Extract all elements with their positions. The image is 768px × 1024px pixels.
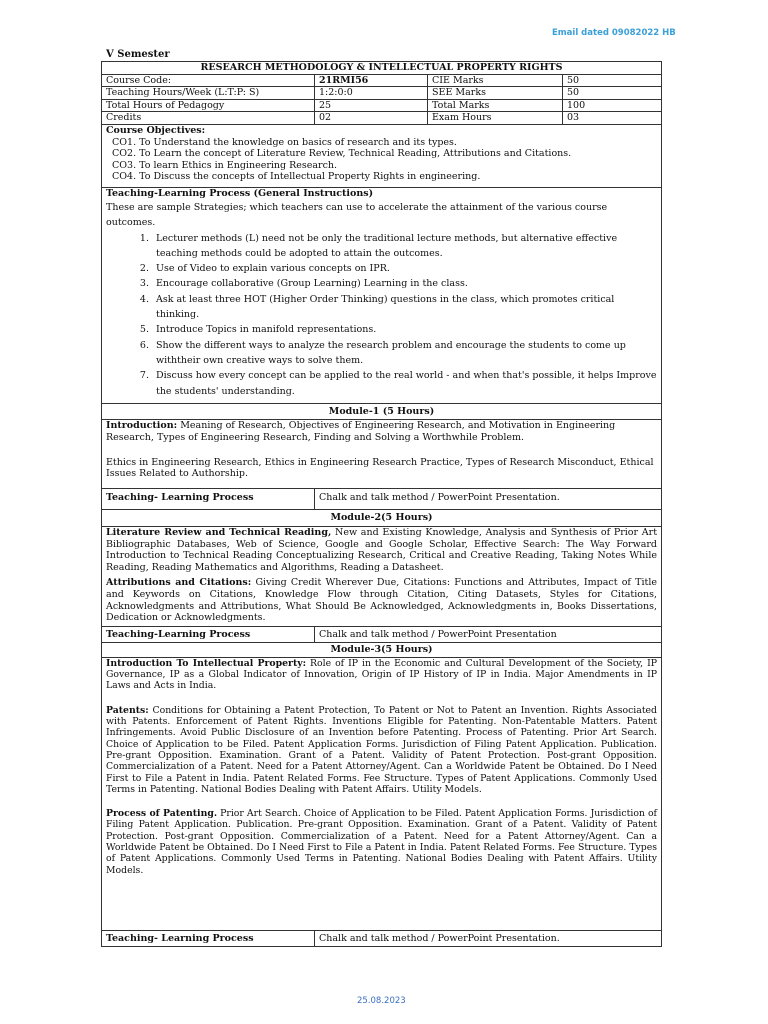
tlp-value: Chalk and talk method / PowerPoint Presentation. [315,930,662,947]
list-item: 4. Ask at least three HOT (Higher Order Thinking) questions in the class, which promotes critical thinking. [152,292,657,323]
info-label: Credits [102,112,315,125]
course-info-row [102,87,662,100]
paragraph-text: Conditions for Obtaining a Patent Protection, To Patent or Not to Patent an Invention. Rights Associated with Patents. Enforcement of Patent Rights. Inventions Eligible for Patenting. Non-Patentable Matters. Patent Infringements. Avoid Public Disclosure of an Invention before Patenting. Process of Patenting. Prior Art Search. Choice of Application to be Filed. Patent Application Forms. Jurisdiction of Filing Patent Application. Publication. Pre-grant Opposition. Examination. Grant of a Patent. Validity of Patent Protection. Post-grant Opposition. Commercialization of a Patent. Need for a Patent Attorney/Agent. Can a Worldwide Patent be Obtained. Do I Need First to File a Patent in India. Patent Related Forms. Fee Structure. Types of Patent Applications. Commonly Used Terms in Patenting. National Bodies Dealing with Patent Affairs. Utility Models. [106,704,658,795]
paragraph-lead: Attributions and Citations: [106,577,252,589]
module-content-row [102,420,662,488]
module-1-heading: Module-1 (5 Hours) [102,403,662,420]
list-item: 6. Show the different ways to analyze the research problem and encourage the students to come up withtheir own creative ways to solve them. [152,338,657,369]
list-item: CO3. To learn Ethics in Engineering Research. [112,159,338,171]
paragraph-text: Prior Art Search. Choice of Application to be Filed. Patent Application Forms. Jurisdiction of Filing Patent Application. Publication. Pre-grant Opposition. Examination. Grant of a Patent. Validity of Patent Protection. Post-grant Opposition. Commercialization of a Patent. Need for a Patent Attorney/Agent. Can a Worldwide Patent be Obtained. Do I Need First to File a Patent in India. Patent Related Forms. Fee Structure. Types of Patent Applications. Commonly Used Terms in Patenting. National Bodies Dealing with Patent Affairs. Utility Models. [106,808,658,876]
module-heading-row [102,643,662,658]
module-heading-row [102,510,662,527]
objectives-heading: Course Objectives: [106,124,206,136]
objectives-row [102,124,662,187]
module-3-heading: Module-3(5 Hours) [102,643,662,658]
list-item: CO2. To Learn the concept of Literature Review, Technical Reading, Attributions and Citations. [112,148,572,160]
tlp-label: Teaching- Learning Process [102,930,315,947]
module-heading-row [102,403,662,420]
list-item: 5. Introduce Topics in manifold representations. [152,322,657,337]
teaching-process [102,187,662,403]
module-paragraph [106,577,657,623]
list-item: CO1. To Understand the knowledge on basics of research and its types. [112,136,457,148]
info-label: Total Marks [428,99,563,112]
paragraph-text: Meaning of Research, Objectives of Engineering Research, and Motivation in Engineering Research, Types of Engineering Research, Finding and Solving a Worthwhile Problem. [106,420,616,443]
info-value: 25 [315,99,428,112]
module-paragraph [106,808,657,876]
footer-date: 25.08.2023 [357,996,406,1006]
module-paragraph [106,420,657,443]
course-info-row [102,112,662,125]
list-item: CO4. To Discuss the concepts of Intellectual Property Rights in engineering. [112,171,481,183]
paragraph-text: New and Existing Knowledge, Analysis and Synthesis of Prior Art Bibliographic Databases, Web of Science, Google and Google Scholar, Effective Search: The Way Forward Introduction to Technical Reading Conceptualizing Research, Critical and Creative Reading, Taking Notes While Reading, Reading Mathematics and Algorithms, Reading a Datasheet. [106,526,658,573]
course-title-row [102,62,662,75]
email-note: Email dated 09082022 HB [552,28,676,38]
list-item: 7. Discuss how every concept can be applied to the real world - and when that's possible, it helps Improve the students' understanding. [152,368,657,399]
info-value: 50 [563,74,662,87]
teaching-process-heading: Teaching-Learning Process (General Instructions) [106,187,374,199]
module-content-row [102,657,662,930]
teaching-process-intro: These are sample Strategies; which teachers can use to accelerate the attainment of the various course outcomes. [106,201,608,229]
teaching-learning-row [102,930,662,947]
list-item: 2. Use of Video to explain various concepts on IPR. [152,261,657,276]
module-paragraph: Ethics in Engineering Research, Ethics in Engineering Research Practice, Types of Research Misconduct, Ethical Issues Related to Authorship. [106,456,654,480]
module-paragraph [106,658,657,692]
course-info-row [102,74,662,87]
list-item: 3. Encourage collaborative (Group Learning) Learning in the class. [152,276,657,291]
paragraph-lead: Patents: [106,704,149,716]
teaching-learning-row [102,488,662,510]
module-paragraph [106,527,657,573]
tlp-value: Chalk and talk method / PowerPoint Presentation [315,626,662,643]
paragraph-text: Giving Credit Wherever Due, Citations: Functions and Attributes, Impact of Title and Keywords on Citations, Knowledge Flow through Citation, Citing Datasets, Styles for Citations, Acknowledgments and Attributions, What Should Be Acknowledged, Acknowledgments in, Books Dissertations, Dedication or Acknowledgments. [106,577,658,624]
info-label: Exam Hours [428,112,563,125]
info-label: SEE Marks [428,87,563,100]
tlp-label: Teaching- Learning Process [102,488,315,510]
info-value: 1:2:0:0 [315,87,428,100]
course-objectives [102,124,662,187]
info-value: 21RMI56 [315,74,428,87]
info-label: Course Code: [102,74,315,87]
paragraph-lead: Introduction To Intellectual Property: [106,657,307,669]
teaching-process-row [102,187,662,403]
module-2-content [102,526,662,626]
module-1-content [102,420,662,488]
course-title: RESEARCH METHODOLOGY & INTELLECTUAL PROPERTY RIGHTS [102,62,662,75]
tlp-value: Chalk and talk method / PowerPoint Presentation. [315,488,662,510]
course-info-row [102,99,662,112]
paragraph-lead: Introduction: [106,420,178,432]
tlp-label: Teaching-Learning Process [102,626,315,643]
objectives-list [106,137,657,183]
module-content-row [102,526,662,626]
semester-label: V Semester [106,49,170,60]
module-2-heading: Module-2(5 Hours) [102,510,662,527]
list-item: 1. Lecturer methods (L) need not be only the traditional lecture methods, but alternative effective teaching methods could be adopted to attain the outcomes. [152,231,657,262]
teaching-process-list [106,231,657,399]
teaching-learning-row [102,626,662,643]
info-label: CIE Marks [428,74,563,87]
paragraph-lead: Process of Patenting. [106,808,218,820]
paragraph-lead: Literature Review and Technical Reading, [106,526,332,538]
info-label: Total Hours of Pedagogy [102,99,315,112]
module-paragraph [106,705,657,795]
info-value: 100 [563,99,662,112]
info-value: 50 [563,87,662,100]
syllabus-table [101,61,662,947]
info-value: 03 [563,112,662,125]
info-label: Teaching Hours/Week (L:T:P: S) [102,87,315,100]
paragraph-text: Role of IP in the Economic and Cultural Development of the Society, IP Governance, IP as a Global Indicator of Innovation, Origin of IP History of IP in India. Major Amendments in IP Laws and Acts in India. [106,657,658,692]
info-value: 02 [315,112,428,125]
module-3-content [102,657,662,930]
